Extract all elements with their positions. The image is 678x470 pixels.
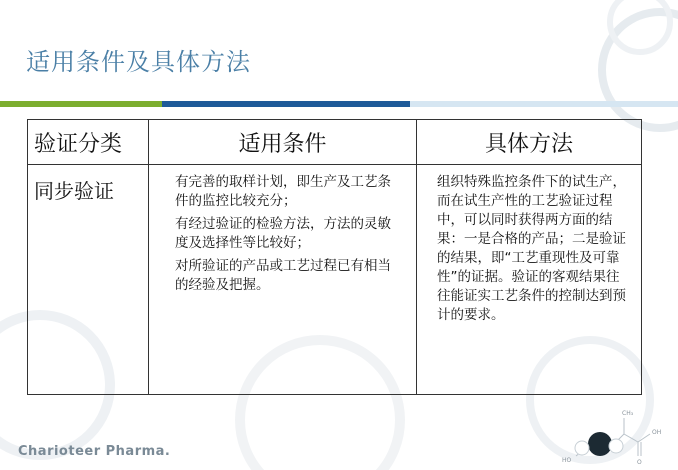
cell-conditions bbox=[149, 165, 417, 395]
title-underline-light bbox=[410, 101, 678, 107]
header-methods: 具体方法 bbox=[417, 120, 642, 165]
cell-method: 组织特殊监控条件下的试生产，而在试生产性的工艺验证过程中，可以同时获得两方面的结果：一是合格的产品；二是验证的结果，即“工艺重现性及可靠性”的证据。验证的客观结果往往能证实工艺条件的控制达到预计的要求。 bbox=[417, 165, 642, 395]
label-hydroxyl-left: HO bbox=[562, 457, 572, 464]
molecule-ball-large bbox=[588, 432, 612, 456]
header-conditions: 适用条件 bbox=[149, 120, 417, 165]
molecule-ball-mid bbox=[609, 439, 623, 453]
condition-item: 有经过验证的检验方法，方法的灵敏度及选择性等比较好； bbox=[175, 216, 391, 251]
cell-category: 同步验证 bbox=[28, 165, 149, 395]
label-hydroxyl: OH bbox=[652, 429, 662, 436]
molecule-icon bbox=[552, 404, 672, 466]
molecule-ball-small bbox=[575, 441, 589, 455]
condition-item: 有完善的取样计划，即生产及工艺条件的监控比较充分； bbox=[175, 174, 391, 209]
header-category: 验证分类 bbox=[28, 120, 149, 165]
brand-logo-text: Charioteer Pharma. bbox=[18, 444, 171, 459]
label-oxygen: O bbox=[637, 459, 642, 466]
label-methyl: CH₃ bbox=[622, 410, 634, 417]
title-underline-green bbox=[0, 101, 162, 107]
condition-item: 对所验证的产品或工艺过程已有相当的经验及把握。 bbox=[175, 258, 391, 293]
validation-table bbox=[27, 119, 642, 395]
table-row bbox=[28, 165, 642, 395]
title-underline-blue bbox=[162, 101, 410, 107]
table-header-row bbox=[28, 120, 642, 165]
page-title: 适用条件及具体方法 bbox=[26, 48, 251, 76]
